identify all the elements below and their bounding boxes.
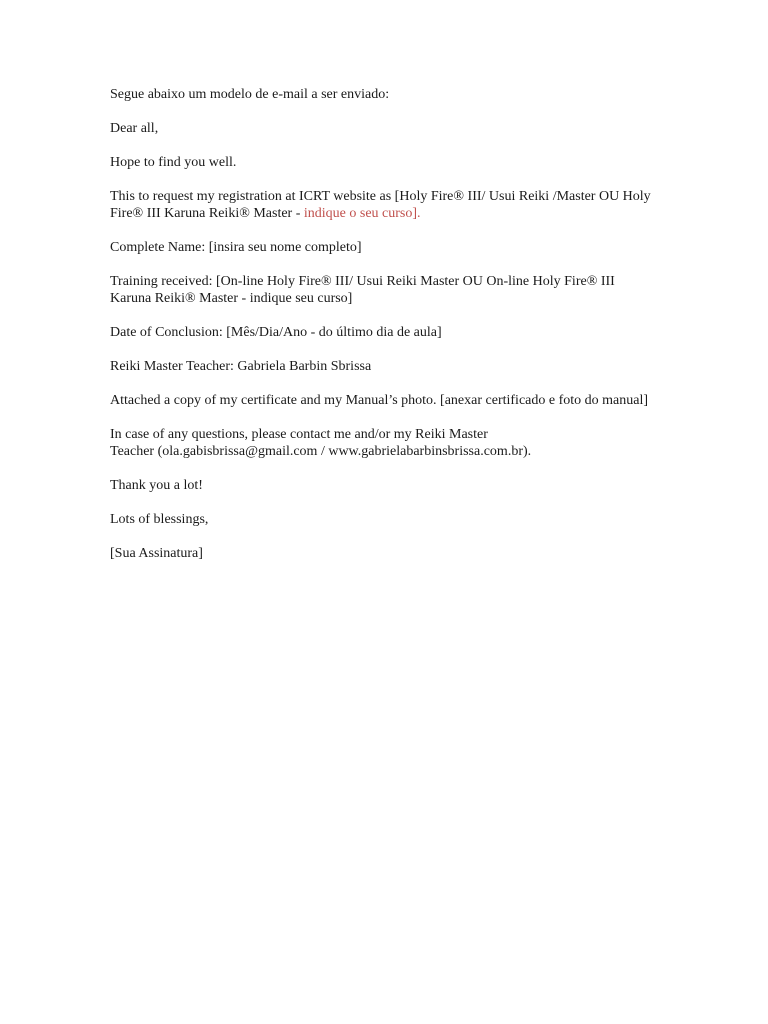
attachment-paragraph: Attached a copy of my certificate and my Manual’s photo. [anexar certificado e foto do manual] xyxy=(110,393,649,408)
intro-line: Segue abaixo um modelo de e-mail a ser enviado: xyxy=(110,87,390,102)
closing-line: Lots of blessings, xyxy=(110,512,209,527)
contact-paragraph xyxy=(110,426,658,460)
wish-line: Hope to find you well. xyxy=(110,155,237,170)
email-template-body xyxy=(110,86,658,579)
request-text: This to request my registration at ICRT website as [Holy Fire® III/ Usui Reiki /Master OU Holy Fire® III Karuna Reiki® Master - xyxy=(110,189,651,221)
signature-placeholder: [Sua Assinatura] xyxy=(110,546,203,561)
thanks-line: Thank you a lot! xyxy=(110,478,203,493)
training-paragraph: Training received: [On-line Holy Fire® III/ Usui Reiki Master OU On-line Holy Fire® III Karuna Reiki® Master - indique seu curso] xyxy=(110,274,615,306)
complete-name-line: Complete Name: [insira seu nome completo] xyxy=(110,240,362,255)
greeting-line: Dear all, xyxy=(110,121,159,136)
teacher-line: Reiki Master Teacher: Gabriela Barbin Sbrissa xyxy=(110,359,372,374)
request-paragraph xyxy=(110,188,658,222)
contact-line-2: Teacher (ola.gabisbrissa@gmail.com / www.gabrielabarbinsbrissa.com.br). xyxy=(110,444,532,459)
contact-line-1: In case of any questions, please contact me and/or my Reiki Master xyxy=(110,427,488,442)
conclusion-date-line: Date of Conclusion: [Mês/Dia/Ano - do último dia de aula] xyxy=(110,325,442,340)
course-placeholder-highlight: indique o seu curso]. xyxy=(303,206,421,221)
